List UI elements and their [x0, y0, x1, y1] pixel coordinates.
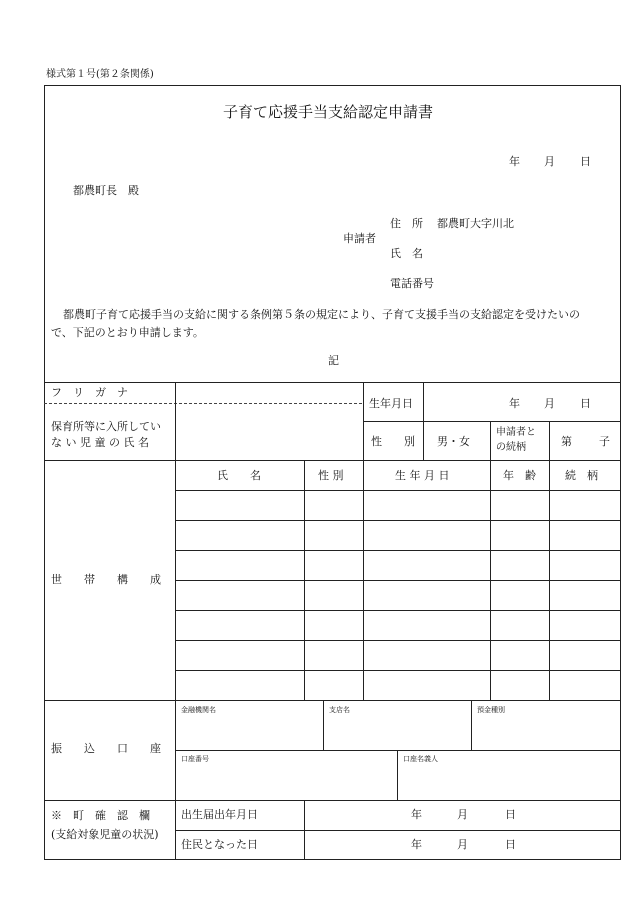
birth-report-date-label: 出生届出年月日 — [181, 808, 258, 821]
col-age: 年 齢 — [503, 469, 536, 482]
resident-date-label: 住民となった日 — [181, 838, 258, 851]
phone-label: 電話番号 — [390, 277, 434, 290]
child-birth-month-label: 月 — [544, 397, 555, 410]
child-birth-day-label: 日 — [580, 397, 591, 410]
body-text-line2: で、下記のとおり申請します。 — [51, 326, 204, 339]
birth-report-month: 月 — [457, 808, 468, 821]
bank-label: 振 込 口 座 — [51, 742, 161, 755]
relation-label-line2: の続柄 — [496, 442, 526, 453]
bank-institution-label: 金融機関名 — [181, 706, 216, 714]
date-day-label: 日 — [580, 155, 591, 168]
child-name-label-line2: な い 児 童 の 氏 名 — [51, 436, 149, 449]
form-number: 様式第１号(第２条関係) — [46, 69, 154, 80]
col-relation: 続 柄 — [565, 469, 598, 482]
addressee: 都農町長 殿 — [73, 184, 139, 197]
household-label: 世 帯 構 成 — [51, 573, 161, 586]
deposit-type-label: 預金種別 — [477, 706, 505, 714]
address-value: 都農町大字川北 — [437, 217, 514, 230]
relation-dai: 第 — [561, 435, 572, 448]
address-label: 住 所 — [390, 217, 423, 230]
relation-ko: 子 — [599, 435, 610, 448]
ki-label: 記 — [328, 354, 339, 367]
date-year-label: 年 — [509, 155, 520, 168]
account-holder-label: 口座名義人 — [403, 755, 438, 763]
date-month-label: 月 — [544, 155, 555, 168]
sex-label: 性 別 — [371, 435, 415, 448]
birth-report-year: 年 — [411, 808, 422, 821]
birthdate-label: 生年月日 — [369, 397, 413, 410]
resident-month: 月 — [457, 838, 468, 851]
resident-year: 年 — [411, 838, 422, 851]
col-birthdate: 生 年 月 日 — [395, 469, 450, 482]
account-number-label: 口座番号 — [181, 755, 209, 763]
child-name-label-line1: 保育所等に入所してい — [51, 420, 161, 433]
relation-label-line1: 申請者と — [496, 427, 536, 438]
confirm-label-line2: (支給対象児童の状況) — [51, 828, 159, 841]
bank-branch-label: 支店名 — [329, 706, 350, 714]
furigana-label: フ リ ガ ナ — [51, 386, 128, 399]
form-title: 子育て応援手当支給認定申請書 — [223, 103, 434, 121]
resident-day: 日 — [505, 838, 516, 851]
col-name: 氏 名 — [217, 469, 261, 482]
confirm-label-line1: ※ 町 確 認 欄 — [51, 809, 150, 822]
child-birth-year-label: 年 — [509, 397, 520, 410]
body-text-line1: 都農町子育て応援手当の支給に関する条例第５条の規定により、子育て支援手当の支給認定を受けたいの — [63, 308, 580, 321]
sex-value: 男・女 — [437, 435, 470, 448]
applicant-label: 申請者 — [343, 232, 376, 245]
birth-report-day: 日 — [505, 808, 516, 821]
col-sex: 性 別 — [318, 469, 344, 482]
name-label: 氏 名 — [390, 247, 423, 260]
